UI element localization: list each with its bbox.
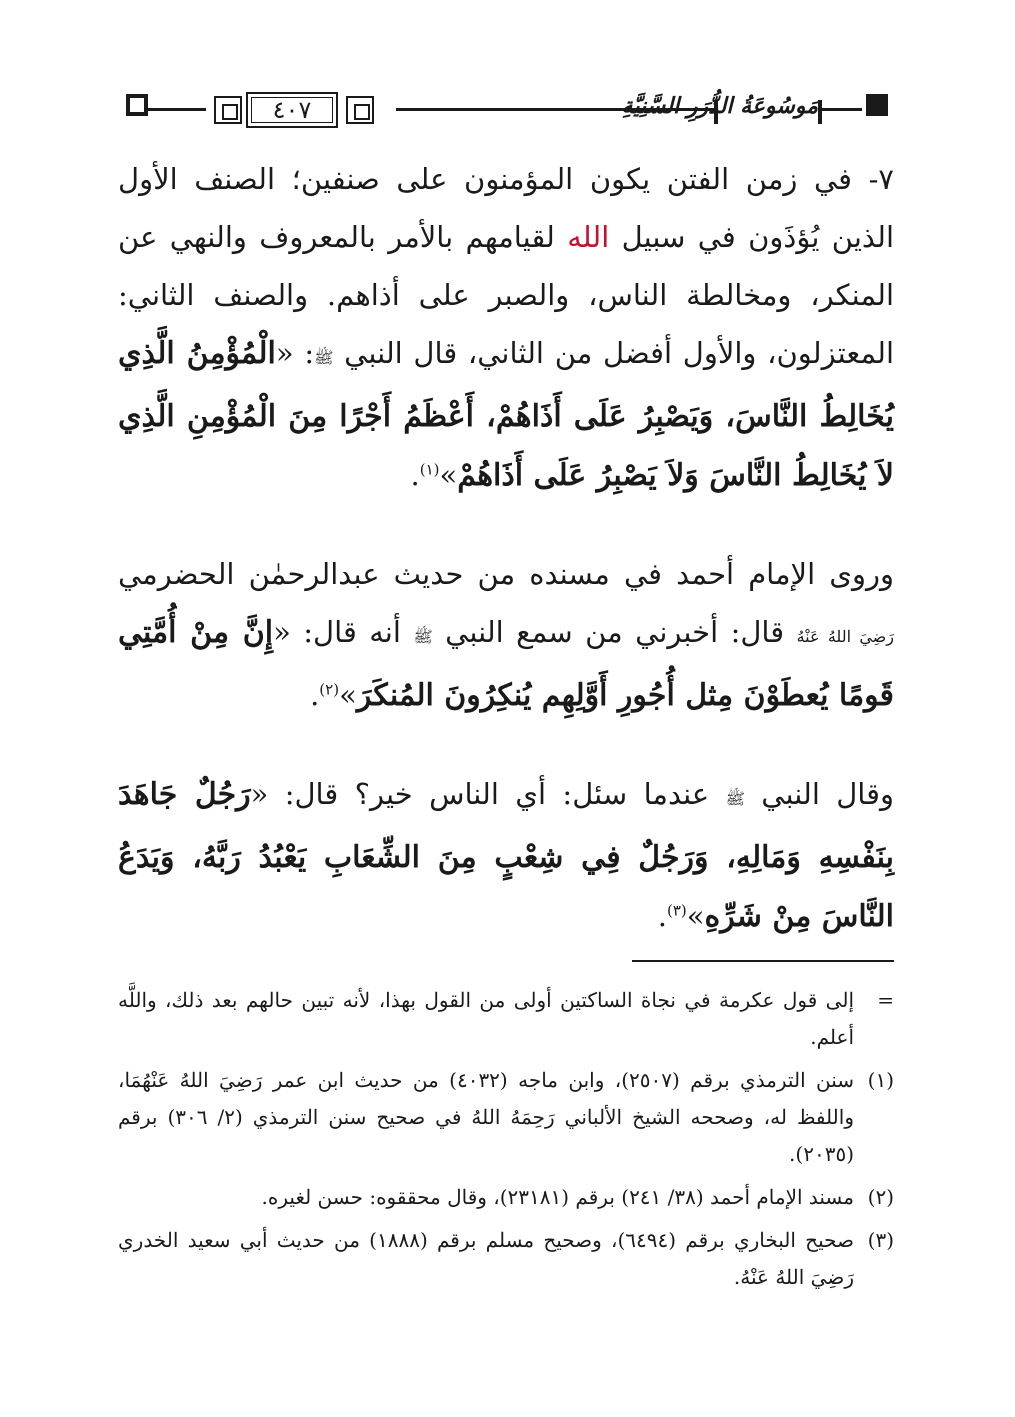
footnote-continuation — [118, 982, 894, 1056]
text: . — [410, 458, 420, 492]
footnote-mark: (١) — [867, 1068, 894, 1092]
header-left-square-ornament — [126, 94, 148, 116]
hadith-text: إِنَّ مِنْ أُمَّتِي قَومًا يُعطَوْنَ مِثل أُجُورِ أَوَّلِهِم يُنكِرُونَ المُنكَرَ — [118, 615, 894, 713]
footnote-text: صحيح البخاري برقم (٦٤٩٤)، وصحيح مسلم برقم (١٨٨٨) من حديث أبي سعيد الخدري رَضِيَ اللهُ عَنْهُ. — [118, 1228, 855, 1289]
text: وقال النبي — [744, 777, 895, 811]
salawat-glyph: ﷺ — [725, 789, 745, 808]
header-rule-right — [818, 108, 862, 111]
footnote-2 — [118, 1179, 894, 1216]
footnote-mark: = — [877, 988, 894, 1012]
paragraph-3 — [118, 765, 894, 946]
salawat-glyph: ﷺ — [413, 627, 433, 646]
text: . — [310, 678, 320, 712]
text: » — [439, 458, 458, 492]
knot-ornament-left-icon — [214, 96, 242, 124]
header-rule-left — [148, 108, 206, 111]
text: . — [657, 899, 667, 933]
text: وروى الإمام أحمد في مسنده من حديث عبدالرحمٰن الحضرمي — [118, 557, 894, 591]
header-right-square-ornament — [866, 94, 888, 116]
footnote-mark: (٢) — [867, 1185, 894, 1209]
knot-ornament-right-icon — [346, 96, 374, 124]
text: قال: أخبرني من سمع النبي — [432, 615, 797, 649]
page-header — [118, 78, 896, 138]
footnote-ref-3[interactable]: (٣) — [666, 901, 687, 920]
paragraph-1 — [118, 150, 894, 505]
paragraph-2 — [118, 545, 894, 725]
radiyallahu-glyph: رَضِيَ اللهُ عَنْهُ — [796, 627, 894, 646]
text: ٧- في زمن الفتن يكون المؤمنون على صنفين؛ الصنف الأول الذين يُؤذَون في سبيل — [118, 162, 895, 254]
hadith-text: رَجُلٌ جَاهَدَ بِنَفْسِهِ وَمَالِهِ، وَرَجُلٌ فِي شِعْبٍ مِنَ الشِّعَابِ يَعْبُدُ رَبَّهُ، وَيَدَعُ النَّاسَ مِنْ شَرِّهِ — [118, 777, 894, 934]
footnote-3 — [118, 1222, 894, 1296]
salawat-glyph: ﷺ — [314, 348, 334, 367]
text: لقيامهم بالأمر بالمعروف والنهي عن المنكر، ومخالطة الناس، والصبر على أذاهم. والصنف الثاني: المعتزلون، والأول أفضل من الثاني، قال النبي — [118, 220, 895, 370]
header-tick — [818, 100, 822, 124]
text: » — [686, 899, 705, 933]
page-number: ٤٠٧ — [272, 96, 312, 124]
main-text — [118, 150, 894, 946]
footnote-mark: (٣) — [867, 1228, 894, 1252]
footnote-ref-1[interactable]: (١) — [419, 460, 440, 479]
text: » — [339, 678, 357, 712]
footnote-separator — [632, 960, 894, 962]
text: عندما سئل: أي الناس خير؟ قال: « — [250, 777, 726, 811]
page-number-cartouche — [206, 88, 382, 132]
text: : « — [275, 336, 315, 370]
footnote-text: إلى قول عكرمة في نجاة الساكتين أولى من القول بهذا، لأنه تبين حالهم بعد ذلك، واللَّه أعلم. — [118, 988, 855, 1049]
footnote-text: سنن الترمذي برقم (٢٥٠٧)، وابن ماجه (٤٠٣٢) من حديث ابن عمر رَضِيَ اللهُ عَنْهُمَا، واللفظ له، وصححه الشيخ الألباني رَحِمَهُ اللهُ في صحيح سنن الترمذي (٢/ ٣٠٦) برقم (٢٠٣٥). — [118, 1068, 855, 1166]
footnote-1 — [118, 1062, 894, 1173]
footnote-text: مسند الإمام أحمد (٣٨/ ٢٤١) برقم (٢٣١٨١)، وقال محققوه: حسن لغيره. — [261, 1185, 854, 1209]
hadith-text: الْمُؤْمِنُ الَّذِي يُخَالِطُ النَّاسَ، وَيَصْبِرُ عَلَى أَذَاهُمْ، أَعْظَمُ أَجْرًا مِنَ الْمُؤْمِنِ الَّذِي لاَ يُخَالِطُ النَّاسَ وَلاَ يَصْبِرُ عَلَى أَذَاهُمْ — [118, 336, 894, 493]
text: أنه قال: « — [273, 615, 414, 649]
allah-word: الله — [567, 220, 610, 254]
footnotes — [118, 982, 894, 1302]
footnote-ref-2[interactable]: (٢) — [319, 680, 340, 699]
book-title-calligraphy: مَوسُوعَةُ الدُّرَرِ السَّنِيَّةِ — [621, 93, 818, 119]
